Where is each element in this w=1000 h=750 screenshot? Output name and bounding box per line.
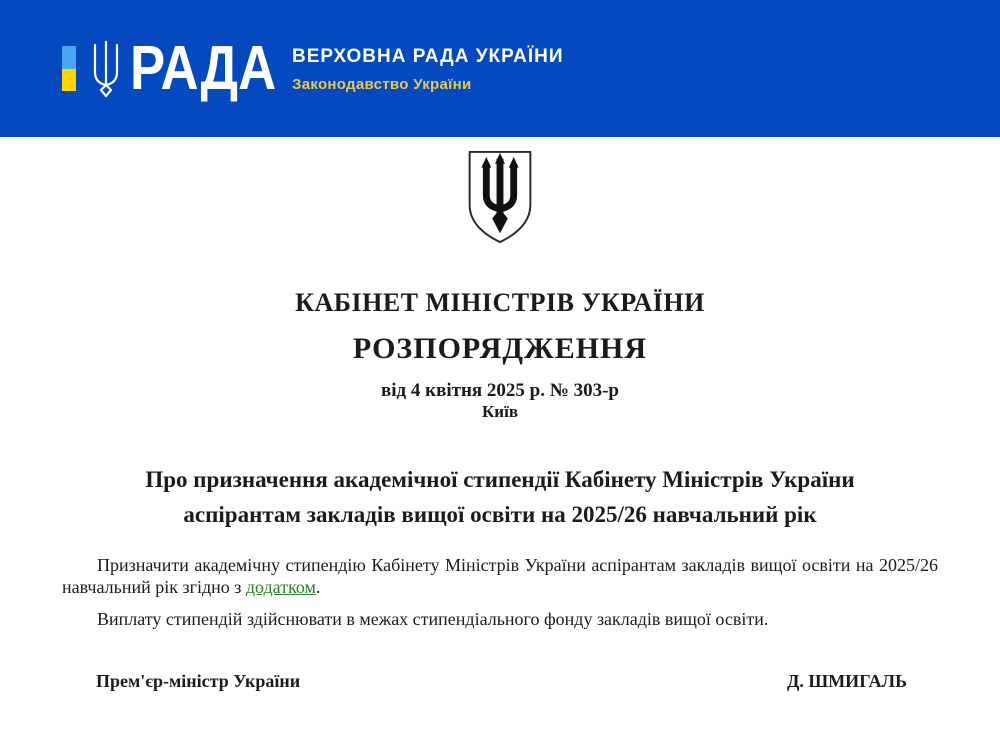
document-city: Київ — [481, 402, 519, 421]
signature-name: Д. ШМИГАЛЬ — [787, 671, 907, 691]
site-header — [0, 0, 1000, 137]
trident-icon — [85, 39, 127, 99]
site-subtitle: Законодавство України — [292, 76, 472, 93]
site-title: ВЕРХОВНА РАДА УКРАЇНИ — [292, 46, 564, 67]
rada-logo[interactable] — [62, 33, 280, 103]
flag-yellow-stripe — [62, 69, 76, 92]
flag-blue-stripe — [62, 46, 76, 69]
logo-text: РАДА — [130, 33, 277, 103]
paragraph-1-text: Призначити академічну стипендію Кабінету Міністрів України аспірантам закладів вищої освіти на 2025/26 навчальний рік згідно з — [62, 555, 938, 597]
paragraph-1-period: . — [315, 577, 321, 597]
paragraph-2: Виплату стипендій здійснювати в межах стипендіального фонду закладів вищої освіти. — [97, 609, 769, 629]
paragraph-1 — [62, 554, 938, 598]
document-authority: КАБІНЕТ МІНІСТРІВ УКРАЇНИ — [295, 288, 705, 317]
document-page — [0, 149, 1000, 692]
ukraine-flag-icon — [62, 46, 76, 91]
site-title-block[interactable] — [292, 44, 563, 93]
document-type: РОЗПОРЯДЖЕННЯ — [352, 332, 648, 365]
coat-of-arms-icon — [462, 149, 538, 245]
signature-title: Прем'єр-міністр України — [96, 671, 301, 691]
document-date-number: від 4 квітня 2025 р. № 303-р — [380, 380, 619, 401]
signature-row — [62, 671, 938, 692]
document-title: Про призначення академічної стипендії Кабінету Міністрів України аспірантам закладів вищої освіти на 2025/26 навчальний рік — [145, 467, 855, 527]
dodatok-link[interactable]: додатком — [245, 577, 316, 597]
